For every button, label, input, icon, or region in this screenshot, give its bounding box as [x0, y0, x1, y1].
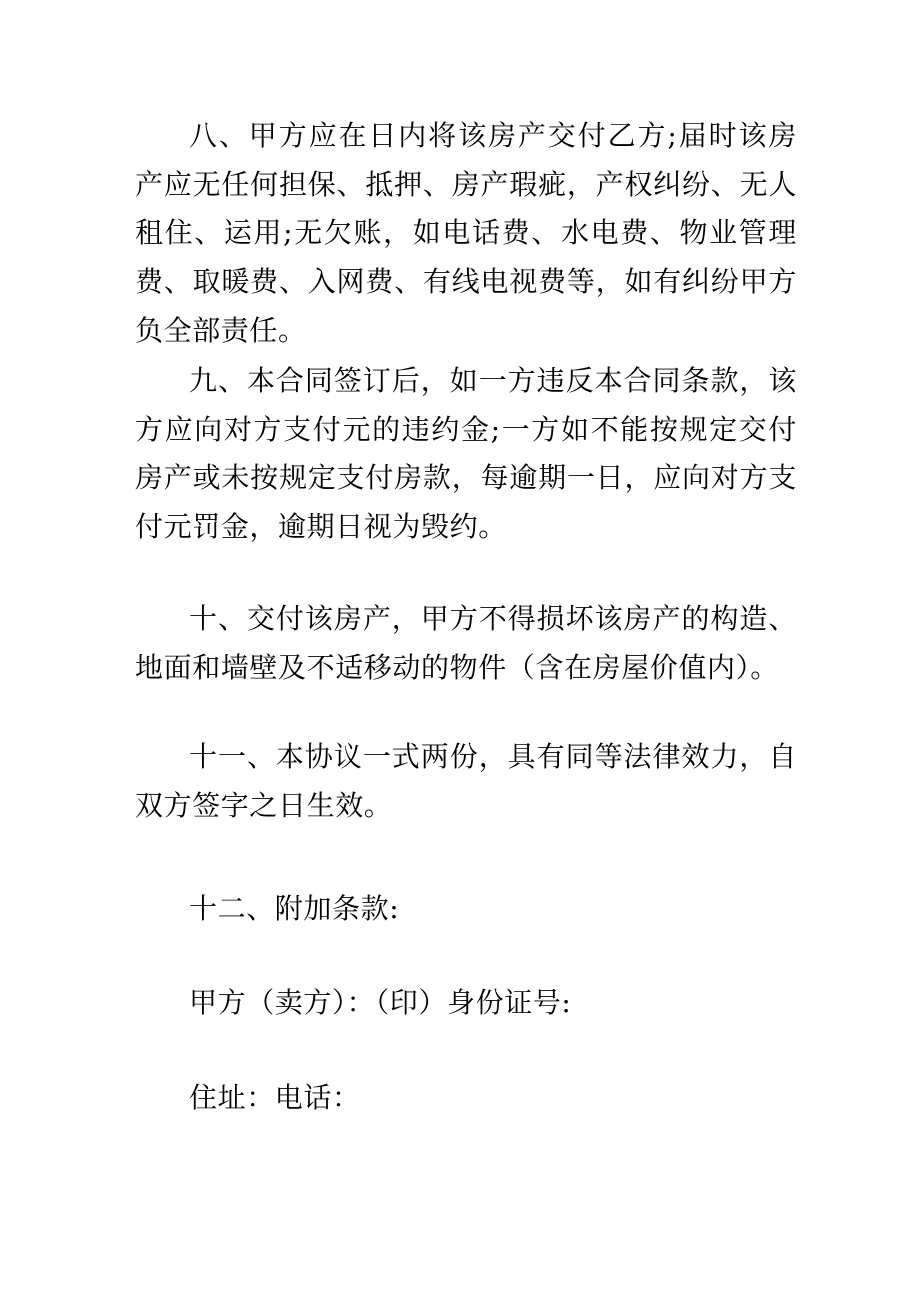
clause-11-paragraph: 十一、本协议一式两份，具有同等法律效力，自双方签字之日生效。 [135, 740, 797, 822]
clause-12-paragraph: 十二、附加条款: [189, 892, 400, 925]
clause-8-paragraph: 八、甲方应在日内将该房产交付乙方;届时该房产应无任何担保、抵押、房产瑕疵，产权纠纷、无人租住、运用;无欠账，如电话费、水电费、物业管理费、取暖费、入网费、有线电视费等，如有纠纷甲方负全部责任。 [135, 119, 797, 347]
clause-10-paragraph: 十、交付该房产，甲方不得损坏该房产的构造、地面和墙壁及不适移动的物件（含在房屋价值内）。 [135, 602, 797, 684]
clause-9-paragraph: 九、本合同签订后，如一方违反本合同条款，该方应向对方支付元的违约金;一方如不能按规定交付房产或未按规定支付房款，每逾期一日，应向对方支付元罚金，逾期日视为毁约。 [135, 364, 797, 544]
party-a-signature-line: 甲方（卖方）：（印）身份证号: [189, 986, 572, 1019]
address-phone-line: 住址：电话： [189, 1081, 361, 1114]
